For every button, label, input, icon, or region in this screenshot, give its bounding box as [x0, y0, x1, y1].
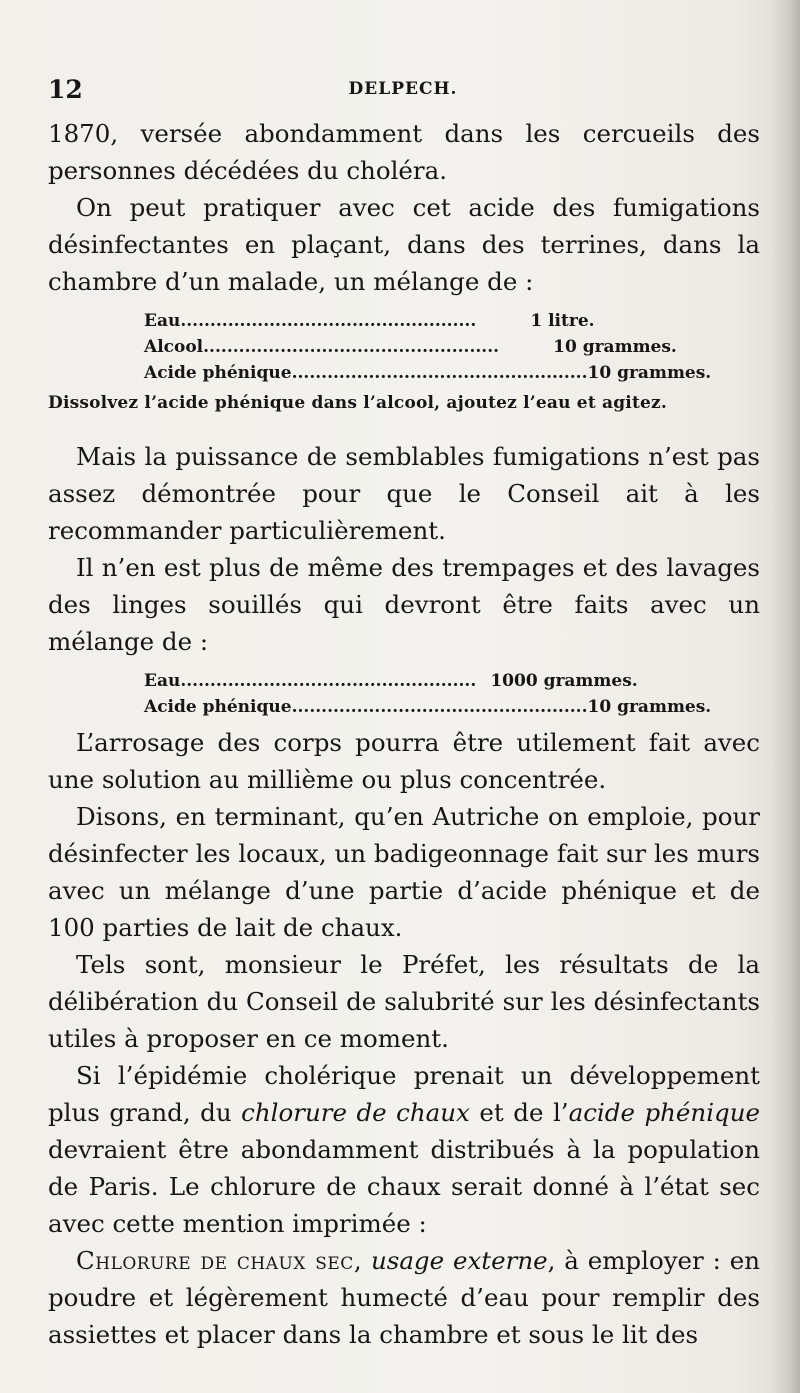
- leader-dots: ..................................................: [291, 363, 588, 383]
- emphasis-acide: acide phénique: [568, 1098, 760, 1127]
- paragraph-1: 1870, versée abondamment dans les cercueils des personnes décédées du choléra.: [48, 119, 760, 185]
- page-number: 12: [48, 75, 83, 104]
- paragraph-5: L’arrosage des corps pourra être utilement fait avec une solution au millième ou plus concentrée.: [48, 728, 760, 794]
- page-body: [48, 115, 760, 1353]
- paragraph-8-text: Si l’épidémie cholérique prenait un développement plus grand, du: [48, 1061, 760, 1127]
- paragraph-4: Il n’en est plus de même des trempages et des lavages des linges souillés qui devront être faits avec un mélange de :: [48, 553, 760, 656]
- paragraph-8-text: et de l’: [469, 1098, 569, 1127]
- ingredient-name: Acide phénique: [144, 697, 292, 717]
- recipe-row: [144, 334, 684, 360]
- recipe-row: [144, 308, 684, 334]
- ingredient-name: Eau: [144, 671, 181, 691]
- recipe-row: [144, 668, 684, 694]
- leader-dots: ..................................................: [291, 697, 588, 717]
- paragraph-8-text: devraient être abondamment distribués à la population de Paris. Le chlorure de chaux serait donné à l’état sec avec cette mention imprimée :: [48, 1135, 760, 1238]
- paragraph-8: [48, 1057, 760, 1242]
- small-caps-heading: Chlorure de chaux sec,: [76, 1246, 363, 1275]
- paragraph-2: On peut pratiquer avec cet acide des fumigations désinfectantes en plaçant, dans des terrines, dans la chambre d’un malade, un mélange de :: [48, 193, 760, 296]
- recipe-table-2: [48, 668, 760, 720]
- paragraph-6: Disons, en terminant, qu’en Autriche on emploie, pour désinfecter les locaux, un badigeonnage fait sur les murs avec un mélange d’une partie d’acide phénique et de 100 parties de lait de chaux.: [48, 802, 760, 942]
- paragraph-3: Mais la puissance de semblables fumigations n’est pas assez démontrée pour que le Conseil ait à les recommander particulièrement.: [48, 442, 760, 545]
- ingredient-quantity: 10 grammes.: [587, 697, 712, 717]
- leader-dots: ..................................................: [180, 671, 477, 691]
- ingredient-name: Eau: [144, 311, 181, 331]
- ingredient-name: Acide phénique: [144, 363, 292, 383]
- recipe-note: Dissolvez l’acide phénique dans l’alcool, ajoutez l’eau et agitez.: [48, 393, 667, 413]
- ingredient-quantity: 1 litre.: [530, 311, 595, 331]
- leader-dots: ..................................................: [180, 311, 477, 331]
- recipe-table-1: [48, 308, 760, 386]
- running-head: DELPECH.: [348, 79, 458, 99]
- recipe-row: [144, 360, 712, 386]
- page-header: [48, 75, 758, 109]
- page-edge-shadow: [772, 0, 800, 1393]
- leader-dots: ..................................................: [203, 337, 500, 357]
- recipe-row: [144, 694, 712, 720]
- ingredient-quantity: 1000 grammes.: [490, 671, 638, 691]
- ingredient-name: Alcool: [144, 337, 204, 357]
- emphasis-chlorure: chlorure de chaux: [241, 1098, 470, 1127]
- emphasis-usage: usage externe: [370, 1246, 548, 1275]
- paragraph-7: Tels sont, monsieur le Préfet, les résultats de la délibération du Conseil de salubrité sur les désinfectants utiles à proposer en ce moment.: [48, 950, 760, 1053]
- paragraph-9: [48, 1242, 760, 1353]
- ingredient-quantity: 10 grammes.: [587, 363, 712, 383]
- ingredient-quantity: 10 grammes.: [553, 337, 677, 357]
- paragraph-9-text: , à employer : en poudre et légèrement humecté d’eau pour remplir des assiettes et placer dans la chambre et sous le lit des: [48, 1246, 760, 1349]
